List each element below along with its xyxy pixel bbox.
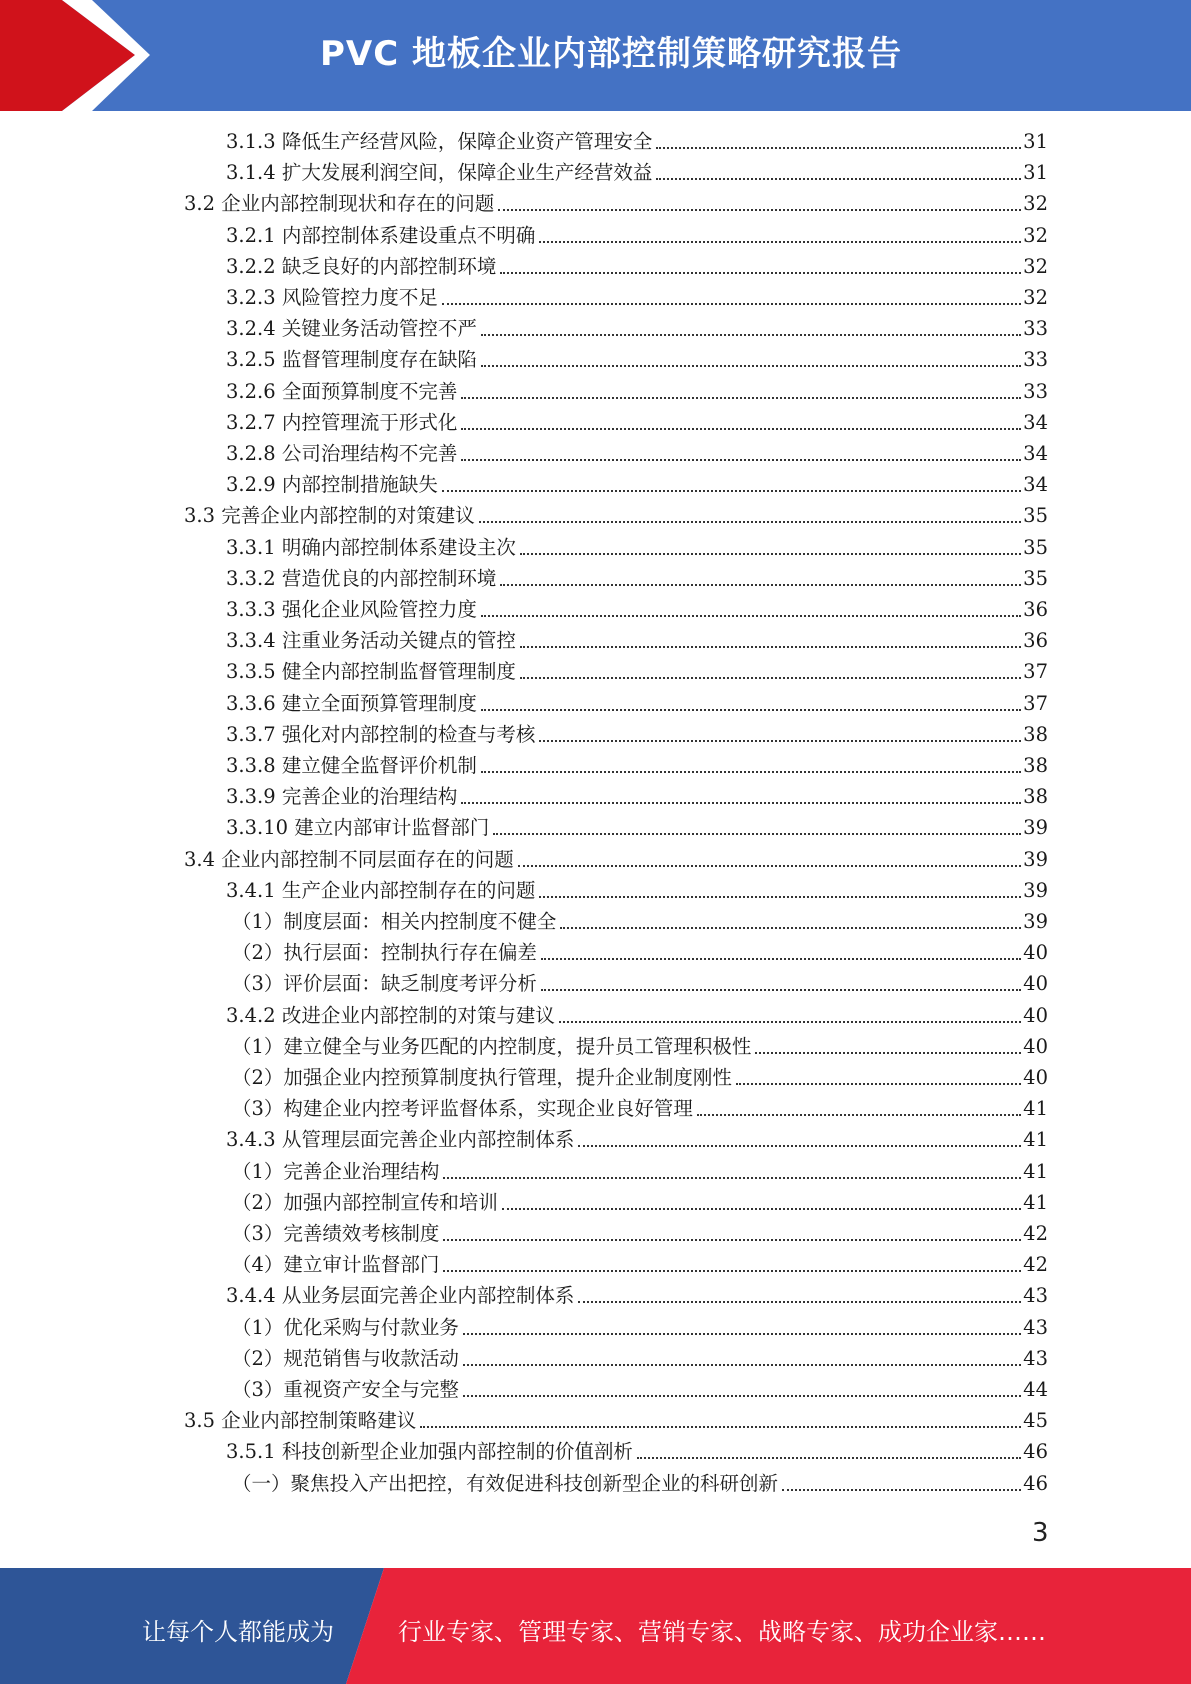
toc-dot-leader [697, 1114, 1021, 1116]
toc-entry[interactable] [226, 595, 1048, 623]
toc-entry-label: （3）评价层面：缺乏制度考评分析 [232, 972, 537, 996]
toc-dot-leader [420, 1426, 1021, 1428]
toc-entry-label: （2）规范销售与收款活动 [232, 1346, 459, 1370]
toc-dot-leader [463, 1364, 1021, 1366]
toc-entry-page: 41 [1023, 1128, 1048, 1152]
toc-entry-page: 32 [1023, 286, 1048, 309]
toc-entry-label: 3.3.7 强化对内部控制的检查与考核 [226, 722, 536, 746]
toc-dot-leader [442, 303, 1021, 305]
toc-entry[interactable] [232, 1313, 1048, 1341]
toc-entry-label: （2）执行层面：控制执行存在偏差 [232, 941, 537, 965]
toc-entry-label: 3.2 企业内部控制现状和存在的问题 [184, 192, 495, 216]
toc-dot-leader [443, 1239, 1021, 1241]
toc-dot-leader [481, 365, 1021, 367]
toc-entry-page: 45 [1023, 1409, 1048, 1433]
toc-entry-label: （3）构建企业内控考评监督体系，实现企业良好管理 [232, 1097, 693, 1121]
toc-entry-label: 3.3.2 营造优良的内部控制环境 [226, 566, 497, 590]
toc-entry-label: 3.2.8 公司治理结构不完善 [226, 442, 458, 465]
toc-entry-page: 40 [1023, 972, 1048, 996]
toc-entry[interactable] [226, 345, 1048, 373]
toc-entry-label: 3.5 企业内部控制策略建议 [184, 1409, 417, 1433]
toc-dot-leader [736, 1083, 1021, 1085]
toc-dot-leader [443, 1177, 1021, 1179]
toc-entry[interactable] [226, 876, 1048, 904]
toc-dot-leader [656, 178, 1021, 180]
toc-entry-label: 3.4 企业内部控制不同层面存在的问题 [184, 847, 514, 871]
toc-entry-page: 31 [1023, 161, 1048, 185]
toc-dot-leader [463, 1395, 1021, 1397]
toc-entry-label: （2）加强内部控制宣传和培训 [232, 1190, 498, 1214]
toc-entry-label: （一）聚焦投入产出把控，有效促进科技创新型企业的科研创新 [232, 1471, 779, 1495]
toc-entry[interactable] [232, 1032, 1048, 1060]
toc-entry-page: 44 [1023, 1378, 1048, 1401]
toc-entry-label: （1）建立健全与业务匹配的内控制度，提升员工管理积极性 [232, 1034, 752, 1058]
toc-entry-label: 3.1.4 扩大发展利润空间，保障企业生产经营效益 [226, 161, 653, 185]
toc-entry[interactable] [226, 377, 1048, 405]
toc-entry-page: 42 [1023, 1253, 1048, 1277]
toc-dot-leader [520, 553, 1021, 555]
toc-entry-label: 3.2.2 缺乏良好的内部控制环境 [226, 254, 497, 278]
toc-dot-leader [559, 1021, 1021, 1023]
toc-entry[interactable] [232, 1188, 1048, 1216]
toc-entry-label: 3.2.6 全面预算制度不完善 [226, 379, 458, 403]
toc-entry[interactable] [232, 1250, 1048, 1278]
toc-entry-label: 3.4.4 从业务层面完善企业内部控制体系 [226, 1284, 575, 1308]
toc-entry[interactable] [226, 127, 1048, 155]
toc-entry-label: （4）建立审计监督部门 [232, 1253, 440, 1277]
toc-entry[interactable] [226, 439, 1048, 467]
toc-dot-leader [479, 521, 1021, 523]
toc-entry-label: 3.2.3 风险管控力度不足 [226, 286, 438, 309]
toc-entry[interactable] [232, 1375, 1048, 1403]
toc-entry-page: 38 [1023, 754, 1048, 777]
toc-entry-label: 3.3.8 建立健全监督评价机制 [226, 754, 477, 777]
toc-entry-page: 34 [1023, 473, 1048, 497]
toc-dot-leader [461, 802, 1021, 804]
toc-entry-label: （1）优化采购与付款业务 [232, 1315, 459, 1339]
toc-entry-label: 3.2.9 内部控制措施缺失 [226, 473, 438, 497]
toc-dot-leader [481, 771, 1021, 773]
toc-entry-page: 32 [1023, 254, 1048, 278]
toc-dot-leader [498, 209, 1021, 211]
toc-entry[interactable] [232, 1344, 1048, 1372]
toc-entry[interactable] [184, 501, 1048, 529]
toc-entry-page: 31 [1023, 130, 1048, 153]
footer-slogan-left: 让每个人都能成为 [142, 1618, 334, 1646]
toc-entry[interactable] [226, 626, 1048, 654]
toc-entry-label: 3.4.1 生产企业内部控制存在的问题 [226, 878, 536, 902]
toc-entry-label: 3.3.5 健全内部控制监督管理制度 [226, 660, 516, 684]
toc-entry-page: 36 [1023, 629, 1048, 653]
toc-dot-leader [500, 272, 1021, 274]
toc-entry-label: 3.3.4 注重业务活动关键点的管控 [226, 629, 516, 653]
toc-dot-leader [500, 584, 1021, 586]
toc-entry-label: 3.2.4 关键业务活动管控不严 [226, 317, 477, 341]
toc-entry-page: 33 [1023, 348, 1048, 372]
toc-dot-leader [755, 1052, 1021, 1054]
toc-entry-label: 3.4.2 改进企业内部控制的对策与建议 [226, 1003, 555, 1027]
toc-dot-leader [443, 1270, 1021, 1272]
toc-entry[interactable] [184, 845, 1048, 873]
toc-entry[interactable] [232, 969, 1048, 997]
toc-dot-leader [493, 833, 1021, 835]
toc-entry-page: 35 [1023, 504, 1048, 528]
toc-entry-page: 43 [1023, 1315, 1048, 1339]
toc-entry-page: 46 [1023, 1440, 1048, 1464]
toc-entry[interactable] [226, 813, 1048, 841]
toc-entry-label: 3.3.10 建立内部审计监督部门 [226, 816, 490, 840]
toc-entry[interactable] [184, 1406, 1048, 1434]
toc-entry-page: 40 [1023, 1003, 1048, 1027]
toc-dot-leader [481, 334, 1021, 336]
toc-entry-page: 39 [1023, 878, 1048, 902]
toc-entry[interactable] [226, 1125, 1048, 1153]
toc-dot-leader [461, 428, 1021, 430]
toc-entry[interactable] [232, 1157, 1048, 1185]
toc-dot-leader [656, 147, 1021, 149]
toc-entry-label: 3.2.1 内部控制体系建设重点不明确 [226, 223, 536, 247]
toc-entry-label: （3）完善绩效考核制度 [232, 1222, 440, 1245]
toc-entry-page: 39 [1023, 847, 1048, 871]
report-title: PVC 地板企业内部控制策略研究报告 [320, 34, 903, 74]
toc-entry-page: 41 [1023, 1159, 1048, 1183]
toc-entry[interactable] [226, 1001, 1048, 1029]
toc-dot-leader [560, 927, 1021, 929]
toc-entry-page: 37 [1023, 691, 1048, 715]
toc-entry-page: 42 [1023, 1222, 1048, 1245]
toc-entry-page: 43 [1023, 1284, 1048, 1308]
toc-entry-page: 34 [1023, 442, 1048, 465]
toc-entry[interactable] [226, 782, 1048, 810]
toc-entry-label: 3.2.7 内控管理流于形式化 [226, 410, 458, 434]
toc-dot-leader [463, 1333, 1021, 1335]
toc-entry[interactable] [226, 314, 1048, 342]
toc-dot-leader [520, 677, 1021, 679]
toc-dot-leader [541, 989, 1021, 991]
page-number: 3 [1032, 1518, 1049, 1548]
toc-entry[interactable] [226, 283, 1048, 311]
toc-entry-label: （1）完善企业治理结构 [232, 1159, 440, 1183]
toc-entry[interactable] [226, 1437, 1048, 1465]
toc-entry[interactable] [226, 221, 1048, 249]
toc-entry-label: 3.3.1 明确内部控制体系建设主次 [226, 535, 516, 559]
toc-dot-leader [481, 615, 1021, 617]
page-footer [0, 1568, 1191, 1684]
toc-entry-label: 3.2.5 监督管理制度存在缺陷 [226, 348, 477, 372]
toc-entry[interactable] [226, 470, 1048, 498]
toc-entry-page: 41 [1023, 1190, 1048, 1214]
toc-entry-page: 39 [1023, 910, 1048, 933]
toc-entry-label: 3.5.1 科技创新型企业加强内部控制的价值剖析 [226, 1440, 633, 1464]
toc-entry[interactable] [232, 1469, 1048, 1497]
toc-entry-label: （3）重视资产安全与完整 [232, 1378, 459, 1401]
toc-entry-label: （2）加强企业内控预算制度执行管理，提升企业制度刚性 [232, 1066, 732, 1089]
toc-entry[interactable] [226, 1281, 1048, 1309]
toc-dot-leader [461, 459, 1021, 461]
toc-entry[interactable] [226, 252, 1048, 280]
toc-entry[interactable] [226, 158, 1048, 186]
toc-entry-page: 39 [1023, 816, 1048, 840]
toc-dot-leader [481, 709, 1021, 711]
toc-entry-page: 32 [1023, 223, 1048, 247]
toc-dot-leader [541, 958, 1021, 960]
toc-entry[interactable] [232, 1063, 1048, 1091]
toc-dot-leader [502, 1208, 1021, 1210]
toc-entry[interactable] [184, 189, 1048, 217]
toc-entry-page: 32 [1023, 192, 1048, 216]
toc-entry-page: 36 [1023, 598, 1048, 621]
toc-entry-label: （1）制度层面：相关内控制度不健全 [232, 910, 557, 933]
toc-entry-page: 34 [1023, 410, 1048, 434]
toc-entry-page: 41 [1023, 1097, 1048, 1121]
toc-entry-page: 38 [1023, 722, 1048, 746]
toc-entry-page: 46 [1023, 1471, 1048, 1495]
toc-entry-page: 43 [1023, 1346, 1048, 1370]
toc-entry[interactable] [226, 533, 1048, 561]
toc-entry-page: 35 [1023, 535, 1048, 559]
toc-entry[interactable] [226, 657, 1048, 685]
toc-entry[interactable] [232, 1219, 1048, 1247]
footer-slogan-right: 行业专家、管理专家、营销专家、战略专家、成功企业家…… [398, 1618, 1046, 1646]
toc-dot-leader [539, 896, 1021, 898]
toc-entry-page: 37 [1023, 660, 1048, 684]
toc-entry[interactable] [226, 564, 1048, 592]
toc-dot-leader [637, 1457, 1021, 1459]
toc-dot-leader [461, 397, 1021, 399]
toc-dot-leader [520, 646, 1021, 648]
toc-entry-label: 3.1.3 降低生产经营风险，保障企业资产管理安全 [226, 130, 653, 153]
toc-dot-leader [539, 740, 1021, 742]
toc-entry-label: 3.3.3 强化企业风险管控力度 [226, 598, 477, 621]
toc-entry[interactable] [226, 408, 1048, 436]
toc-entry[interactable] [232, 938, 1048, 966]
toc-entry-page: 38 [1023, 785, 1048, 809]
toc-entry-label: 3.3 完善企业内部控制的对策建议 [184, 504, 475, 528]
toc-entry-label: 3.3.6 建立全面预算管理制度 [226, 691, 477, 715]
toc-dot-leader [539, 241, 1021, 243]
toc-entry-label: 3.4.3 从管理层面完善企业内部控制体系 [226, 1128, 575, 1152]
toc-entry-page: 33 [1023, 317, 1048, 341]
toc-entry[interactable] [232, 907, 1048, 935]
page-header [0, 0, 1191, 111]
toc-entry[interactable] [226, 689, 1048, 717]
toc-dot-leader [518, 865, 1021, 867]
toc-entry-page: 40 [1023, 941, 1048, 965]
toc-entry-page: 40 [1023, 1034, 1048, 1058]
toc-dot-leader [782, 1489, 1021, 1491]
toc-entry-page: 35 [1023, 566, 1048, 590]
toc-dot-leader [442, 490, 1021, 492]
toc-entry[interactable] [226, 720, 1048, 748]
toc-entry[interactable] [226, 751, 1048, 779]
toc-dot-leader [578, 1145, 1021, 1147]
toc-dot-leader [578, 1301, 1021, 1303]
toc-entry-label: 3.3.9 完善企业的治理结构 [226, 785, 458, 809]
toc-entry-page: 40 [1023, 1066, 1048, 1089]
toc-entry-page: 33 [1023, 379, 1048, 403]
toc-entry[interactable] [232, 1094, 1048, 1122]
